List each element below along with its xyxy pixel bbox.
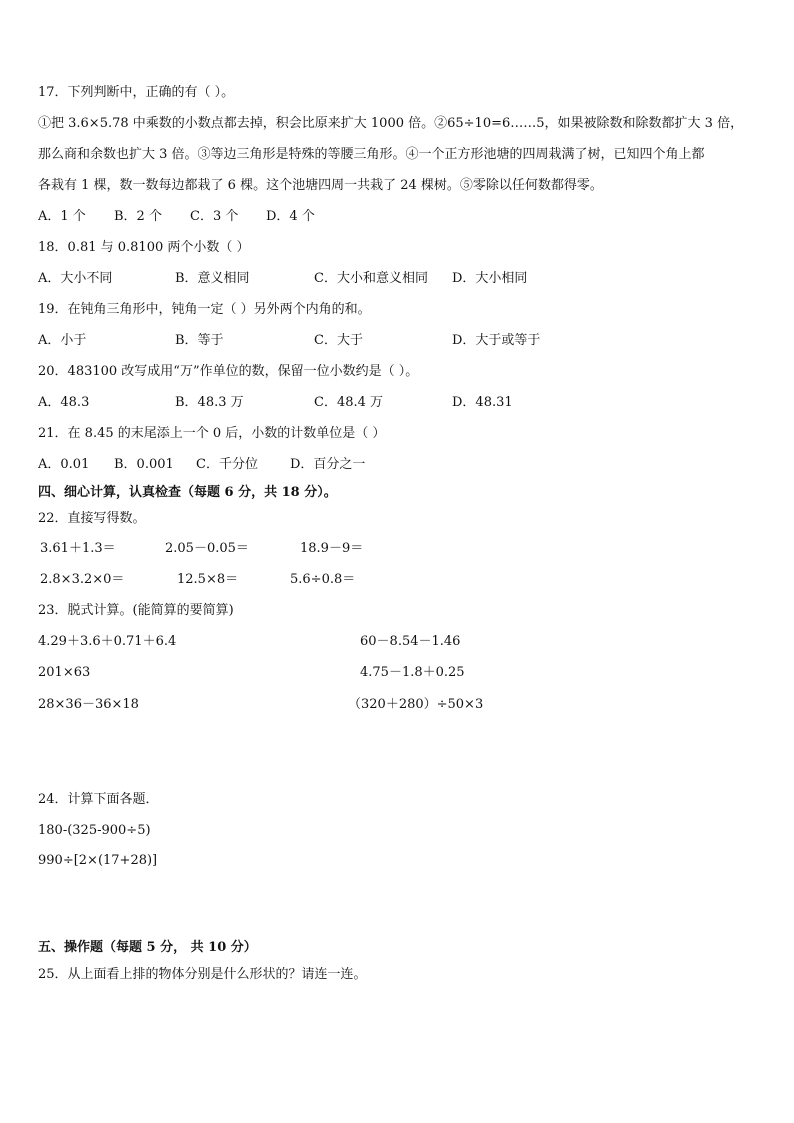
q24-stem: 24．计算下面各题．	[38, 792, 159, 807]
q20-option-b[interactable]: B．48.3 万	[175, 395, 244, 410]
q17-text-line-2: 那么商和余数也扩大 3 倍。③等边三角形是特殊的等腰三角形。④一个正方形池塘的四周栽满了树，已知四个角上都	[38, 147, 705, 162]
q18-stem: 18．0.81 与 0.8100 两个小数（ ）	[38, 240, 250, 255]
q17-option-c[interactable]: C．3 个	[190, 209, 239, 224]
q19-option-a[interactable]: A．小于	[38, 333, 87, 348]
q21-option-b[interactable]: B．0.001	[114, 457, 174, 472]
section-4-heading: 四、细心计算，认真检查（每题 6 分，共 18 分）。	[38, 485, 337, 500]
q19-option-d[interactable]: D．大于或等于	[452, 333, 541, 348]
q25-stem: 25．从上面看上排的物体分别是什么形状的？请连一连。	[38, 967, 367, 982]
q20-option-d[interactable]: D．48.31	[452, 395, 513, 410]
q22-item: 18.9－9＝	[300, 541, 364, 556]
q22-stem: 22．直接写得数。	[38, 511, 146, 526]
q23-right-item: 60－8.54－1.46	[360, 634, 461, 649]
q17-stem: 17．下列判断中，正确的有（ ）。	[38, 85, 235, 100]
q23-right-item: 4.75－1.8＋0.25	[360, 665, 465, 680]
q18-option-d[interactable]: D．大小相同	[452, 271, 528, 286]
q18-option-c[interactable]: C．大小和意义相同	[314, 271, 428, 286]
q17-text-line-1: ①把 3.6×5.78 中乘数的小数点都去掉，积会比原来扩大 1000 倍。②65÷10=6……5，如果被除数和除数都扩大 3 倍，	[38, 116, 744, 131]
q19-option-b[interactable]: B．等于	[175, 333, 224, 348]
q21-option-d[interactable]: D．百分之一	[290, 457, 366, 472]
q19-option-c[interactable]: C．大于	[314, 333, 363, 348]
q20-stem: 20．483100 改写成用“万”作单位的数，保留一位小数约是（ ）。	[38, 364, 419, 379]
q21-option-c[interactable]: C．千分位	[196, 457, 258, 472]
q17-option-b[interactable]: B．2 个	[114, 209, 162, 224]
q23-left-item: 28×36－36×18	[38, 697, 139, 712]
section-5-heading: 五、操作题（每题 5 分， 共 10 分）	[38, 940, 257, 955]
q21-option-a[interactable]: A．0.01	[38, 457, 90, 472]
q22-item: 3.61＋1.3＝	[40, 541, 116, 556]
q17-option-d[interactable]: D．4 个	[266, 209, 315, 224]
q24-item: 180-(325-900÷5)	[38, 823, 151, 838]
q24-item: 990÷[2×(17+28)]	[38, 853, 158, 868]
q22-item: 2.05－0.05＝	[165, 541, 249, 556]
q17-option-a[interactable]: A．1 个	[38, 209, 86, 224]
q22-item: 2.8×3.2×0＝	[40, 572, 125, 587]
q17-text-line-3: 各栽有 1 棵，数一数每边都栽了 6 棵。这个池塘四周一共栽了 24 棵树。⑤零除以任何数都得零。	[38, 178, 603, 193]
q18-option-a[interactable]: A．大小不同	[38, 271, 113, 286]
q19-stem: 19．在钝角三角形中，钝角一定（ ）另外两个内角的和。	[38, 302, 371, 317]
q18-option-b[interactable]: B．意义相同	[175, 271, 250, 286]
q21-stem: 21．在 8.45 的末尾添上一个 0 后，小数的计数单位是（ ）	[38, 426, 386, 441]
q23-stem: 23．脱式计算。(能简算的要简算)	[38, 603, 234, 618]
q22-item: 5.6÷0.8＝	[290, 572, 356, 587]
q23-left-item: 4.29＋3.6＋0.71＋6.4	[38, 634, 177, 649]
q20-option-c[interactable]: C．48.4 万	[314, 395, 384, 410]
q22-item: 12.5×8＝	[177, 572, 239, 587]
q20-option-a[interactable]: A．48.3	[38, 395, 90, 410]
q23-left-item: 201×63	[38, 665, 91, 680]
q23-right-item: （320＋280）÷50×3	[348, 697, 484, 712]
